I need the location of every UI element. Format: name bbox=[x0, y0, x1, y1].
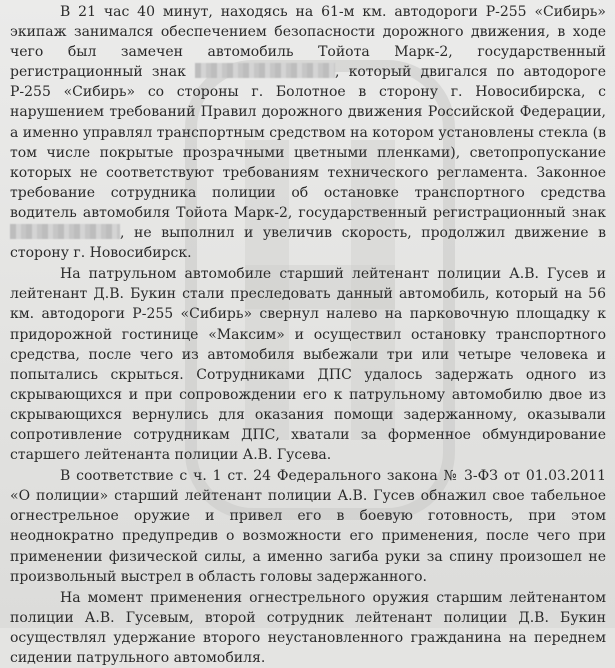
paragraph-1-part-3: , не выполнил и увеличив скорость, продолжил движение в сторону г. Новосибирск. bbox=[10, 225, 606, 262]
paragraph-1-part-1: В 21 час 40 минут, находясь на 61-м км. автодороги Р-255 «Сибирь» экипаж занимался обеспечением безопасности дорожного движения, в ходе чего был замечен автомобиль Тойота Марк-2, государственный регистрационный знак bbox=[10, 4, 606, 81]
paragraph-4: На момент применения огнестрельного оружия старшим лейтенантом полиции А.В. Гусевым, второй сотрудник лейтенант полиции Д.В. Букин осуществлял удержание второго неустановленного гражданина на переднем сидении патрульного автомобиля. bbox=[10, 589, 606, 666]
paragraph-3: В соответствие с ч. 1 ст. 24 Федерального закона № 3-ФЗ от 01.03.2011 «О полиции» старший лейтенант полиции А.В. Гусев обнажил свое табельное огнестрельное оружие и привел его в боевую готовность, при этом неоднократно предупредив о возможности его применения, после чего при применении физической силы, а именно загиба руки за спину произошел не произвольный выстрел в область головы задержанного. bbox=[10, 468, 606, 585]
redacted-plate-number bbox=[10, 224, 120, 239]
document-body bbox=[10, 2, 606, 668]
paragraph-2: На патрульном автомобиле старший лейтенант полиции А.В. Гусев и лейтенант Д.В. Букин стали преследовать данный автомобиль, который на 56 км. автодороги Р-255 «Сибирь» свернул налево на парковочную площадку к придорожной гостинице «Максим» и осуществил остановку транспортного средства, после чего из автомобиля выбежали три или четыре человека и попытались скрыться. Сотрудниками ДПС удалось задержать одного из скрывающихся и при сопровождении его к патрульному автомобилю двое из скрывающихся вернулись для оказания помощи задержанному, оказывали сопротивление сотрудникам ДПС, хватали за форменное обмундирование старшего лейтенанта полиции А.В. Гусева. bbox=[10, 266, 606, 464]
paragraph-1 bbox=[10, 2, 606, 263]
paragraph-1-part-2: , который двигался по автодороге Р-255 «Сибирь» со стороны г. Болотное в сторону г. Новосибирска, с нарушением требований Правил дорожного движения Российской Федерации, а именно управлял транспортным средством на котором установлены стекла (в том числе покрытые прозрачными цветными пленками), светопропускание которых не соответствуют требованиям технического регламента. Законное требование сотрудника полиции об остановке транспортного средства водитель автомобиля Тойота Марк-2, государственный регистрационный знак bbox=[10, 64, 607, 221]
redacted-plate-number bbox=[195, 63, 335, 78]
